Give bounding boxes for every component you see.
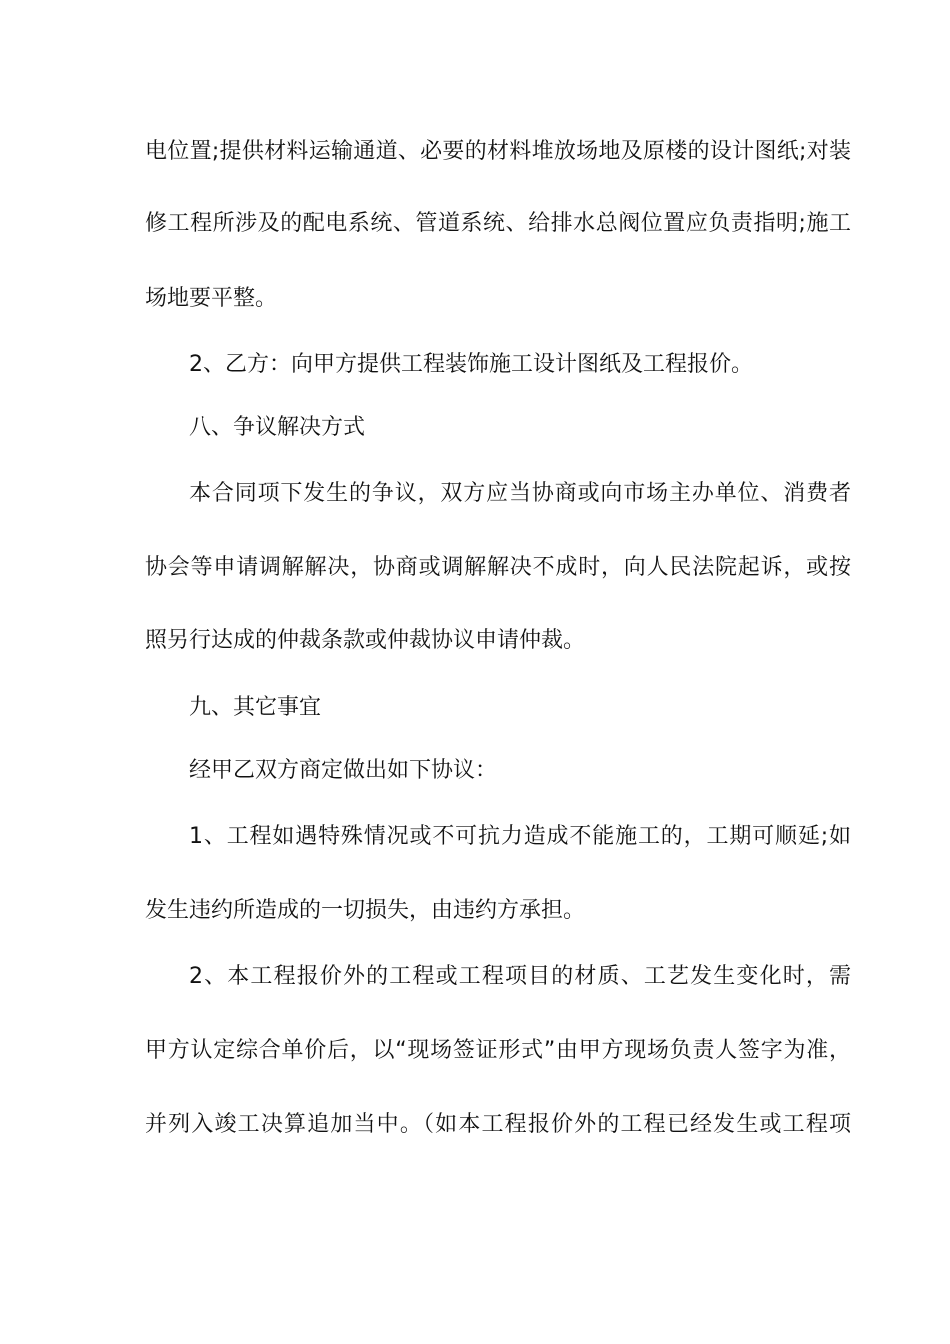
text-line-2: 修工程所涉及的配电系统、管道系统、给排水总阀位置应负责指明;施工 <box>145 211 851 236</box>
text-line-4: 2、乙方：向甲方提供工程装饰施工设计图纸及工程报价。 <box>189 352 753 377</box>
text-line-3: 场地要平整。 <box>145 286 278 311</box>
text-line-15: 并列入竣工决算追加当中。（如本工程报价外的工程已经发生或工程项 <box>145 1112 851 1137</box>
text-line-12: 发生违约所造成的一切损失，由违约方承担。 <box>145 898 586 923</box>
text-line-6: 本合同项下发生的争议，双方应当协商或向市场主办单位、消费者 <box>189 481 851 506</box>
section-heading-other: 九、其它事宜 <box>189 695 322 720</box>
text-line-10: 经甲乙双方商定做出如下协议： <box>189 758 498 783</box>
text-line-14: 甲方认定综合单价后，以“现场签证形式”由甲方现场负责人签字为准， <box>145 1038 851 1063</box>
text-line-8: 照另行达成的仲裁条款或仲裁协议申请仲裁。 <box>145 628 586 653</box>
section-heading-dispute: 八、争议解决方式 <box>189 415 366 440</box>
text-line-1: 电位置;提供材料运输通道、必要的材料堆放场地及原楼的设计图纸;对装 <box>145 139 851 164</box>
text-line-11: 1、工程如遇特殊情况或不可抗力造成不能施工的，工期可顺延;如 <box>189 824 851 849</box>
text-line-7: 协会等申请调解解决，协商或调解解决不成时，向人民法院起诉，或按 <box>145 555 851 580</box>
text-line-13: 2、本工程报价外的工程或工程项目的材质、工艺发生变化时，需 <box>189 964 851 989</box>
